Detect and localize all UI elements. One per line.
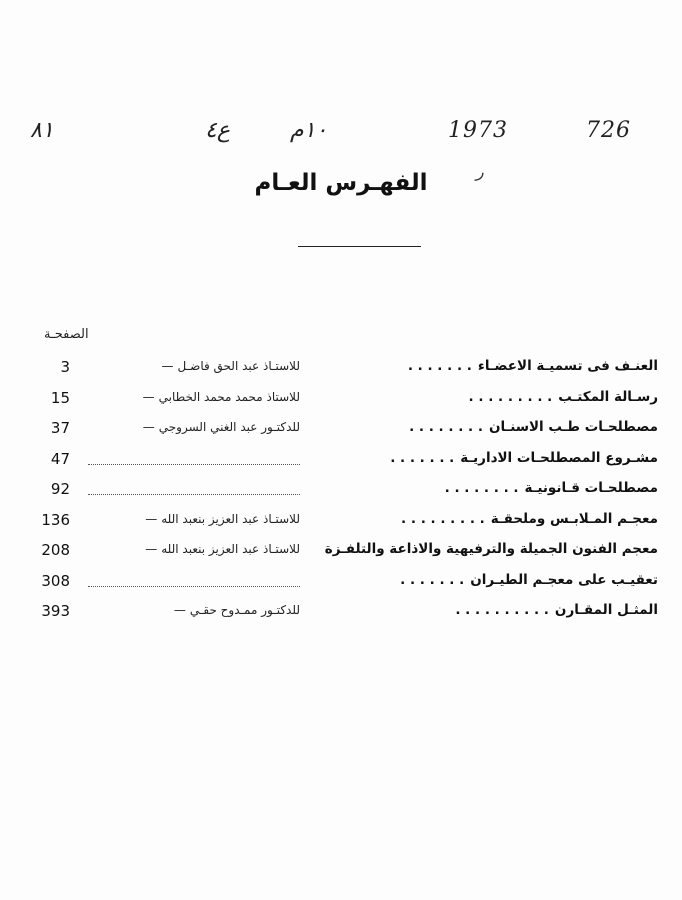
toc-entry-author-text: للاستـاذ عبد العزيز بنعبد الله [161,511,300,526]
toc-entry-title-text: تعقيـب على معجـم الطيـران [470,571,658,588]
toc-row [0,572,682,603]
page-column-label: الصفحـة [44,327,89,342]
toc-entry-author [78,603,300,617]
toc-entry-dotted-line [88,464,300,465]
toc-entry-title [469,389,658,405]
toc-entry-leader-dots: . . . . . . . . [409,419,483,435]
toc-entry-title-text: العنـف فى تسميـة الاعضـاء [477,358,658,374]
toc-entry-author-dash: — [161,359,174,373]
toc-entry-leader-dots: . . . . . . . . . [401,510,485,527]
toc-entry-author-text: للدكتـور عبد الغني السروجي [158,420,300,434]
toc-entry-author-dash: — [145,542,158,556]
toc-entry-title-text: معجـم المـلابـس وملحقـة [490,510,658,527]
toc-entry-author-dash: — [173,603,186,617]
toc-row [0,511,682,542]
toc-entry-author [78,512,300,526]
toc-entry-leader-dots: . . . . . . . . . . [455,602,549,618]
toc-entry-leader-dots: . . . . . . . [390,449,455,466]
toc-entry-title-text: مصطلحـات قـانونيـة [524,480,658,496]
toc-row [0,419,682,450]
page-title: الفهـرس العـام [254,170,428,196]
toc-entry-page-number: 136 [41,510,70,529]
toc-entry-author [78,359,300,373]
toc-entry-page-number: 15 [50,388,70,407]
toc-entry-page-number: 208 [41,541,70,559]
handwritten-annotation: ٨١ [30,118,54,143]
toc-row [0,389,682,420]
title-underline [298,246,421,247]
toc-entry-leader-dots: . . . . . . . [407,358,472,374]
toc-entry-title [401,511,658,527]
toc-entry-title-text: رسـالة المكتـب [558,388,658,405]
toc-entry-title [400,572,658,588]
toc-entry-title-text: مشـروع المصطلحـات الاداريـة [460,449,658,466]
handwritten-annotation: ع٤ [205,118,230,143]
toc-entry-leader-dots: . . . . . . . [400,571,465,588]
toc-entry-leader-dots: . . . . . . . . [444,480,519,496]
toc-entry-title-text: معجم الفنون الجميلة والترفيهية والاذاعة والتلفـزة [324,541,658,557]
toc-row [0,480,682,511]
title-container [0,170,682,196]
toc-entry-leader-dots: . . . . . . . . . [468,388,553,405]
toc-entry-author-text: للدكتـور ممـدوح حقـي [189,603,300,617]
toc-entry-author-text: للاستـاذ عبد العزيز بنعبد الله [161,542,300,556]
toc-entry-title [409,419,658,435]
toc-entry-author-text: للاستاذ محمد محمد الخطابي [158,389,300,404]
toc-row [0,450,682,481]
toc-row [0,358,682,389]
handwritten-annotation: ١٠م [290,118,328,143]
toc-entry-title [319,541,658,557]
toc-entry-page-number: 37 [50,419,70,437]
toc-entry-title [455,602,658,618]
toc-entry-title [390,450,658,466]
table-of-contents [0,358,682,633]
toc-entry-author-dash: — [142,389,155,404]
toc-entry-title-text: المثـل المقـارن [554,602,658,618]
toc-entry-page-number: 3 [60,358,70,376]
toc-entry-author-dash: — [142,420,155,434]
toc-entry-page-number: 393 [41,602,70,620]
toc-entry-dotted-line [88,494,300,495]
toc-entry-author [78,542,300,556]
toc-row [0,541,682,572]
toc-entry-author-dash: — [145,511,158,526]
toc-entry-page-number: 308 [41,571,70,590]
toc-entry-author [78,420,300,434]
toc-entry-author-text: للاستـاذ عبد الحق فاضـل [177,359,300,373]
toc-entry-title [445,480,658,496]
toc-entry-page-number: 47 [50,449,70,468]
handwritten-annotation: 1973 [448,118,508,143]
handwritten-annotation: 726 [586,118,631,143]
toc-entry-title [408,358,658,374]
toc-row [0,602,682,633]
toc-entry-page-number: 92 [50,480,70,498]
toc-entry-dotted-line [88,586,300,587]
handwritten-mark: ﺭ [476,162,484,181]
toc-entry-title-text: مصطلحـات طـب الاسنـان [489,419,658,435]
toc-entry-author [78,390,300,404]
